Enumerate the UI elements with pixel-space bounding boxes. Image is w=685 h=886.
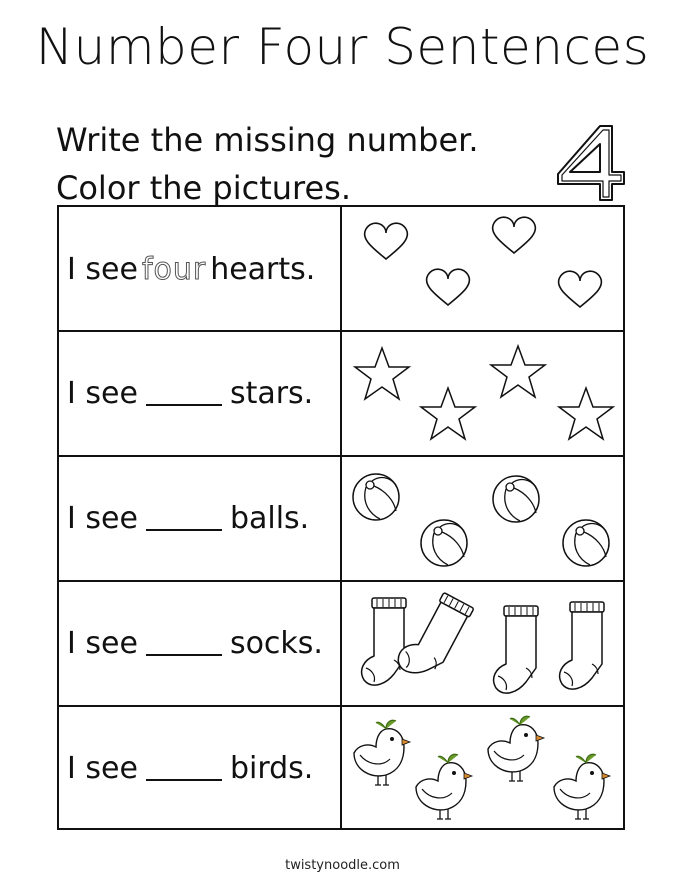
heart-icon[interactable] [493,217,536,253]
star-icon[interactable] [559,388,613,439]
ball-icon[interactable] [563,520,609,566]
sentence [67,332,342,455]
sentence-suffix: socks. [229,626,323,661]
sock-icon[interactable] [362,598,406,685]
bird-icon[interactable] [554,754,610,819]
bird-icon[interactable] [354,720,410,785]
table-row [59,455,623,580]
table-row [59,207,623,332]
ball-icon[interactable] [353,474,399,520]
sentence [67,707,342,830]
sentence-cell [59,332,342,455]
ball-icon[interactable] [493,476,539,522]
balls-group [342,457,623,578]
sentence [67,582,342,705]
traced-answer[interactable]: four [141,252,207,287]
sentence-prefix: I see [67,376,138,411]
bird-icon[interactable] [416,754,472,819]
bird-icon[interactable] [488,716,544,781]
picture-cell [342,582,623,705]
table-row [59,580,623,705]
sentence-prefix: I see [67,626,138,661]
heart-icon[interactable] [559,271,602,307]
star-icon[interactable] [355,348,409,399]
ball-icon[interactable] [421,520,467,566]
sentence [67,207,342,332]
socks-group [342,582,623,703]
instruction-line-1: Write the missing number. [56,121,479,159]
star-icon[interactable] [491,346,545,397]
outlined-number-four [548,122,630,204]
answer-blank[interactable] [146,507,222,531]
sentence-cell [59,457,342,580]
picture-cell [342,707,623,830]
sentence-prefix: I see [67,252,138,287]
sentence-table [57,205,625,830]
sentence-prefix: I see [67,501,138,536]
sentence-suffix: hearts. [210,252,316,287]
answer-blank[interactable] [146,757,222,781]
sentence-suffix: birds. [229,751,314,786]
picture-cell [342,457,623,580]
sentence-suffix: stars. [229,376,314,411]
birds-group [342,707,623,828]
heart-icon[interactable] [427,269,470,305]
table-row [59,705,623,830]
footer-credit: twistynoodle.com [285,858,400,873]
sentence-cell [59,207,342,332]
sentence-suffix: balls. [229,501,310,536]
sentence-cell [59,707,342,830]
instruction-line-2: Color the pictures. [56,169,352,207]
star-icon[interactable] [421,388,475,439]
hearts-group [342,207,623,328]
page-title: Number Four Sentences [35,18,650,76]
picture-cell [342,207,623,332]
answer-blank[interactable] [146,632,222,656]
answer-blank[interactable] [146,382,222,406]
heart-icon[interactable] [365,223,408,259]
sentence-prefix: I see [67,751,138,786]
table-row [59,330,623,455]
sentence [67,457,342,580]
sock-icon[interactable] [560,602,604,689]
sentence-cell [59,582,342,705]
sock-icon[interactable] [494,606,538,693]
stars-group [342,332,623,453]
picture-cell [342,332,623,455]
